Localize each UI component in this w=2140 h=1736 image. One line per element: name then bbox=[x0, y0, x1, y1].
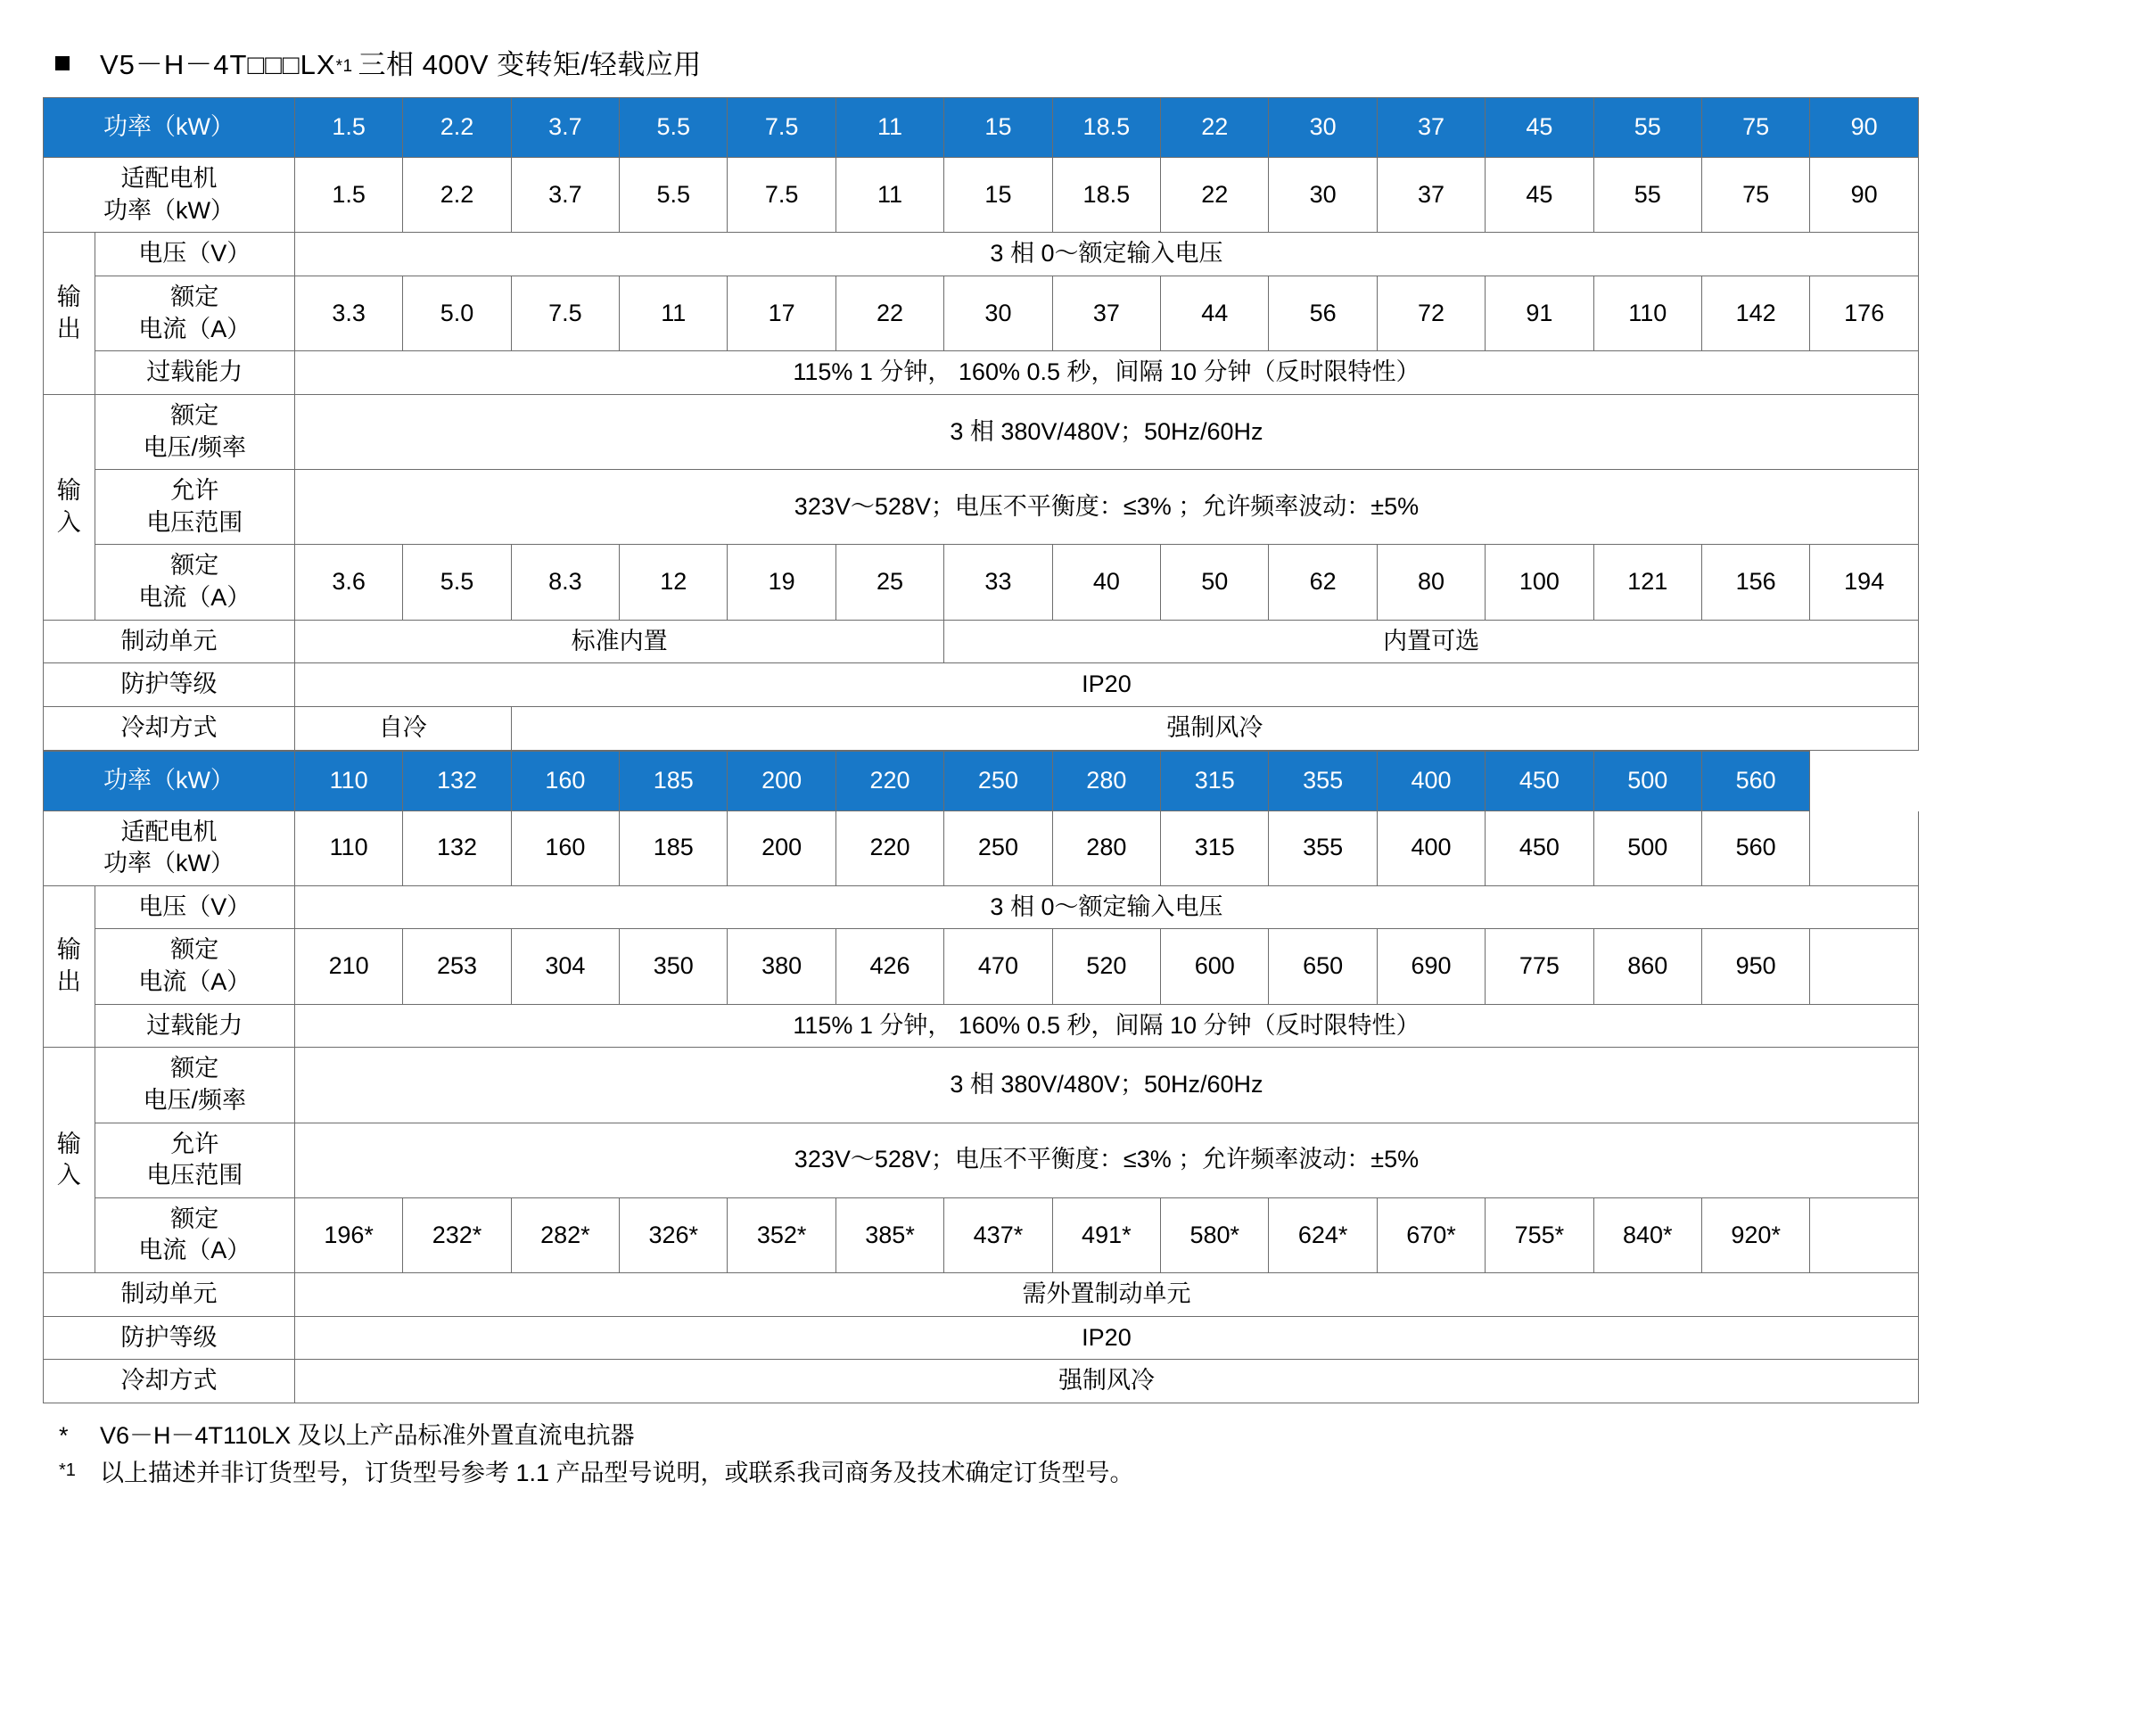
cell: 50 bbox=[1161, 545, 1269, 620]
cell: 11 bbox=[835, 158, 943, 233]
cooling-value-forced: 强制风冷 bbox=[511, 706, 1918, 750]
cell: 253 bbox=[403, 929, 511, 1004]
cell: 185 bbox=[620, 810, 728, 885]
table2-header-label: 功率（kW） bbox=[44, 751, 295, 810]
table2-power-col: 132 bbox=[403, 751, 511, 810]
overload-label: 过载能力 bbox=[95, 351, 294, 395]
cell: 282* bbox=[511, 1197, 619, 1272]
overload-label: 过载能力 bbox=[95, 1004, 294, 1048]
cell: 650 bbox=[1269, 929, 1377, 1004]
output-voltage-label: 电压（V） bbox=[95, 233, 294, 276]
cell: 18.5 bbox=[1052, 158, 1160, 233]
cell: 352* bbox=[728, 1197, 835, 1272]
table-row bbox=[44, 1123, 1919, 1197]
table1-header-row bbox=[44, 98, 1919, 158]
brake-unit-value-standard: 标准内置 bbox=[294, 620, 943, 663]
table1-power-col: 45 bbox=[1486, 98, 1593, 158]
cell: 580* bbox=[1161, 1197, 1269, 1272]
table1-power-col: 75 bbox=[1701, 98, 1809, 158]
cell: 194 bbox=[1810, 545, 1919, 620]
input-group-label: 输 入 bbox=[44, 394, 95, 620]
cell: 3.3 bbox=[294, 276, 402, 351]
cell: 400 bbox=[1377, 810, 1485, 885]
cell: 156 bbox=[1701, 545, 1809, 620]
cell: 100 bbox=[1486, 545, 1593, 620]
cell-empty bbox=[1810, 929, 1919, 1004]
table-row bbox=[44, 276, 1919, 351]
table1-power-col: 22 bbox=[1161, 98, 1269, 158]
cell: 8.3 bbox=[511, 545, 619, 620]
cell: 2.2 bbox=[403, 158, 511, 233]
output-group-label: 输 出 bbox=[44, 233, 95, 395]
output-current-label: 额定 电流（A） bbox=[95, 276, 294, 351]
cell: 350 bbox=[620, 929, 728, 1004]
cell: 5.5 bbox=[620, 158, 728, 233]
cell: 624* bbox=[1269, 1197, 1377, 1272]
cell: 920* bbox=[1701, 1197, 1809, 1272]
cell-empty bbox=[1810, 1197, 1919, 1272]
output-current-label: 额定 电流（A） bbox=[95, 929, 294, 1004]
cell: 560 bbox=[1701, 810, 1809, 885]
input-voltage-freq-label: 额定 电压/频率 bbox=[95, 1048, 294, 1123]
cell: 196* bbox=[294, 1197, 402, 1272]
table-row bbox=[44, 1316, 1919, 1360]
spec-table-low-power bbox=[43, 97, 1919, 750]
table1-power-col: 15 bbox=[944, 98, 1052, 158]
heading-description: 三相 400V 变转矩/轻载应用 bbox=[358, 49, 702, 80]
input-voltage-freq-value: 3 相 380V/480V；50Hz/60Hz bbox=[294, 1048, 1918, 1123]
cell: 437* bbox=[944, 1197, 1052, 1272]
cell: 62 bbox=[1269, 545, 1377, 620]
cell: 22 bbox=[835, 276, 943, 351]
cell: 250 bbox=[944, 810, 1052, 885]
input-voltage-freq-value: 3 相 380V/480V；50Hz/60Hz bbox=[294, 394, 1918, 469]
cell: 3.6 bbox=[294, 545, 402, 620]
table2-power-col: 250 bbox=[944, 751, 1052, 810]
table2-header-row bbox=[44, 751, 1919, 810]
cell: 450 bbox=[1486, 810, 1593, 885]
input-group-label: 输 入 bbox=[44, 1048, 95, 1273]
table2-power-col: 220 bbox=[835, 751, 943, 810]
cell: 5.0 bbox=[403, 276, 511, 351]
cell: 30 bbox=[1269, 158, 1377, 233]
model-superscript: *1 bbox=[335, 57, 353, 76]
cell: 56 bbox=[1269, 276, 1377, 351]
table2-power-col: 400 bbox=[1377, 751, 1485, 810]
input-voltage-range-value: 323V～528V；电压不平衡度：≤3% ；允许频率波动：±5% bbox=[294, 1123, 1918, 1197]
cell: 15 bbox=[944, 158, 1052, 233]
cell: 142 bbox=[1701, 276, 1809, 351]
cell: 380 bbox=[728, 929, 835, 1004]
table1-power-col: 18.5 bbox=[1052, 98, 1160, 158]
input-voltage-freq-label: 额定 电压/频率 bbox=[95, 394, 294, 469]
table-row bbox=[44, 810, 1919, 885]
cell: 3.7 bbox=[511, 158, 619, 233]
cell: 19 bbox=[728, 545, 835, 620]
table1-power-col: 55 bbox=[1593, 98, 1701, 158]
footnote-text: 以上描述并非订货型号，订货型号参考 1.1 产品型号说明，或联系我司商务及技术确定订货型号。 bbox=[100, 1459, 1134, 1486]
cell: 30 bbox=[944, 276, 1052, 351]
table-row bbox=[44, 620, 1919, 663]
output-group-label: 输 出 bbox=[44, 885, 95, 1048]
cell: 110 bbox=[1593, 276, 1701, 351]
protection-label: 防护等级 bbox=[44, 663, 295, 707]
cell-empty bbox=[1810, 810, 1919, 885]
brake-unit-value-optional: 内置可选 bbox=[944, 620, 1919, 663]
cell: 355 bbox=[1269, 810, 1377, 885]
protection-label: 防护等级 bbox=[44, 1316, 295, 1360]
footnote-item bbox=[59, 1455, 2097, 1493]
motor-power-label: 适配电机 功率（kW） bbox=[44, 158, 295, 233]
cell: 200 bbox=[728, 810, 835, 885]
input-voltage-range-label: 允许 电压范围 bbox=[95, 470, 294, 545]
cell: 11 bbox=[620, 276, 728, 351]
table-row bbox=[44, 885, 1919, 929]
table1-power-col: 7.5 bbox=[728, 98, 835, 158]
cell: 90 bbox=[1810, 158, 1919, 233]
cell: 121 bbox=[1593, 545, 1701, 620]
table1-power-col: 90 bbox=[1810, 98, 1919, 158]
cell: 426 bbox=[835, 929, 943, 1004]
cell: 44 bbox=[1161, 276, 1269, 351]
section-heading bbox=[55, 48, 2097, 81]
table2-power-col: 280 bbox=[1052, 751, 1160, 810]
table2-power-col: 450 bbox=[1486, 751, 1593, 810]
footnote-item bbox=[59, 1418, 2097, 1455]
cell: 132 bbox=[403, 810, 511, 885]
table1-power-col: 37 bbox=[1377, 98, 1485, 158]
table-row bbox=[44, 470, 1919, 545]
footnote-mark: *1 bbox=[59, 1460, 76, 1480]
cell: 160 bbox=[511, 810, 619, 885]
cell: 690 bbox=[1377, 929, 1485, 1004]
table-row bbox=[44, 929, 1919, 1004]
spec-table-high-power bbox=[43, 751, 1919, 1403]
cell: 950 bbox=[1701, 929, 1809, 1004]
table-row bbox=[44, 1048, 1919, 1123]
cell: 45 bbox=[1486, 158, 1593, 233]
cell: 491* bbox=[1052, 1197, 1160, 1272]
cooling-label: 冷却方式 bbox=[44, 706, 295, 750]
cooling-value: 强制风冷 bbox=[294, 1360, 1918, 1403]
table1-power-col: 5.5 bbox=[620, 98, 728, 158]
output-voltage-label: 电压（V） bbox=[95, 885, 294, 929]
cell: 210 bbox=[294, 929, 402, 1004]
cell: 670* bbox=[1377, 1197, 1485, 1272]
table2-power-col: 110 bbox=[294, 751, 402, 810]
cell: 326* bbox=[620, 1197, 728, 1272]
footnote-text: V6－H－4T110LX 及以上产品标准外置直流电抗器 bbox=[100, 1421, 635, 1449]
cell: 220 bbox=[835, 810, 943, 885]
cell: 91 bbox=[1486, 276, 1593, 351]
footnote-mark: * bbox=[59, 1421, 69, 1449]
cell: 25 bbox=[835, 545, 943, 620]
cell: 500 bbox=[1593, 810, 1701, 885]
cell: 17 bbox=[728, 276, 835, 351]
cell: 7.5 bbox=[511, 276, 619, 351]
cell: 520 bbox=[1052, 929, 1160, 1004]
cell: 75 bbox=[1701, 158, 1809, 233]
table1-power-col: 30 bbox=[1269, 98, 1377, 158]
table-row bbox=[44, 351, 1919, 395]
cooling-value-natural: 自冷 bbox=[294, 706, 511, 750]
model-code: V5－H－4T□□□LX bbox=[100, 49, 336, 80]
table1-power-col: 2.2 bbox=[403, 98, 511, 158]
table-row bbox=[44, 394, 1919, 469]
cell: 7.5 bbox=[728, 158, 835, 233]
cell: 470 bbox=[944, 929, 1052, 1004]
table-row bbox=[44, 663, 1919, 707]
cell: 280 bbox=[1052, 810, 1160, 885]
table2-power-col: 560 bbox=[1701, 751, 1809, 810]
table-row bbox=[44, 1004, 1919, 1048]
table-row bbox=[44, 158, 1919, 233]
square-bullet-icon bbox=[55, 56, 70, 70]
protection-value: IP20 bbox=[294, 663, 1918, 707]
motor-power-label: 适配电机 功率（kW） bbox=[44, 810, 295, 885]
cell: 80 bbox=[1377, 545, 1485, 620]
brake-unit-label: 制动单元 bbox=[44, 620, 295, 663]
brake-unit-value: 需外置制动单元 bbox=[294, 1273, 1918, 1317]
cell: 1.5 bbox=[294, 158, 402, 233]
table2-power-col: 200 bbox=[728, 751, 835, 810]
cell: 40 bbox=[1052, 545, 1160, 620]
table-row bbox=[44, 1360, 1919, 1403]
table1-power-col: 3.7 bbox=[511, 98, 619, 158]
cell: 12 bbox=[620, 545, 728, 620]
table2-header-empty bbox=[1810, 751, 1919, 810]
output-voltage-value: 3 相 0～额定输入电压 bbox=[294, 233, 1918, 276]
table1-power-col: 11 bbox=[835, 98, 943, 158]
cell: 600 bbox=[1161, 929, 1269, 1004]
cooling-label: 冷却方式 bbox=[44, 1360, 295, 1403]
cell: 55 bbox=[1593, 158, 1701, 233]
overload-value: 115% 1 分钟， 160% 0.5 秒，间隔 10 分钟（反时限特性） bbox=[294, 1004, 1918, 1048]
cell: 37 bbox=[1377, 158, 1485, 233]
cell: 840* bbox=[1593, 1197, 1701, 1272]
cell: 37 bbox=[1052, 276, 1160, 351]
cell: 33 bbox=[944, 545, 1052, 620]
cell: 315 bbox=[1161, 810, 1269, 885]
table2-power-col: 500 bbox=[1593, 751, 1701, 810]
cell: 22 bbox=[1161, 158, 1269, 233]
cell: 304 bbox=[511, 929, 619, 1004]
table-row bbox=[44, 1273, 1919, 1317]
table-row bbox=[44, 233, 1919, 276]
cell: 755* bbox=[1486, 1197, 1593, 1272]
cell: 775 bbox=[1486, 929, 1593, 1004]
table2-power-col: 160 bbox=[511, 751, 619, 810]
output-voltage-value: 3 相 0～额定输入电压 bbox=[294, 885, 1918, 929]
input-current-label: 额定 电流（A） bbox=[95, 1197, 294, 1272]
table-row bbox=[44, 706, 1919, 750]
cell: 860 bbox=[1593, 929, 1701, 1004]
cell: 385* bbox=[835, 1197, 943, 1272]
table2-power-col: 185 bbox=[620, 751, 728, 810]
cell: 72 bbox=[1377, 276, 1485, 351]
cell: 5.5 bbox=[403, 545, 511, 620]
input-voltage-range-value: 323V～528V；电压不平衡度：≤3% ；允许频率波动：±5% bbox=[294, 470, 1918, 545]
overload-value: 115% 1 分钟， 160% 0.5 秒，间隔 10 分钟（反时限特性） bbox=[294, 351, 1918, 395]
cell: 176 bbox=[1810, 276, 1919, 351]
table2-power-col: 355 bbox=[1269, 751, 1377, 810]
brake-unit-label: 制动单元 bbox=[44, 1273, 295, 1317]
table1-power-col: 1.5 bbox=[294, 98, 402, 158]
table-row bbox=[44, 545, 1919, 620]
input-voltage-range-label: 允许 电压范围 bbox=[95, 1123, 294, 1197]
cell: 110 bbox=[294, 810, 402, 885]
footnotes bbox=[59, 1418, 2097, 1493]
protection-value: IP20 bbox=[294, 1316, 1918, 1360]
table-row bbox=[44, 1197, 1919, 1272]
table2-power-col: 315 bbox=[1161, 751, 1269, 810]
table1-header-label: 功率（kW） bbox=[44, 98, 295, 158]
input-current-label: 额定 电流（A） bbox=[95, 545, 294, 620]
cell: 232* bbox=[403, 1197, 511, 1272]
